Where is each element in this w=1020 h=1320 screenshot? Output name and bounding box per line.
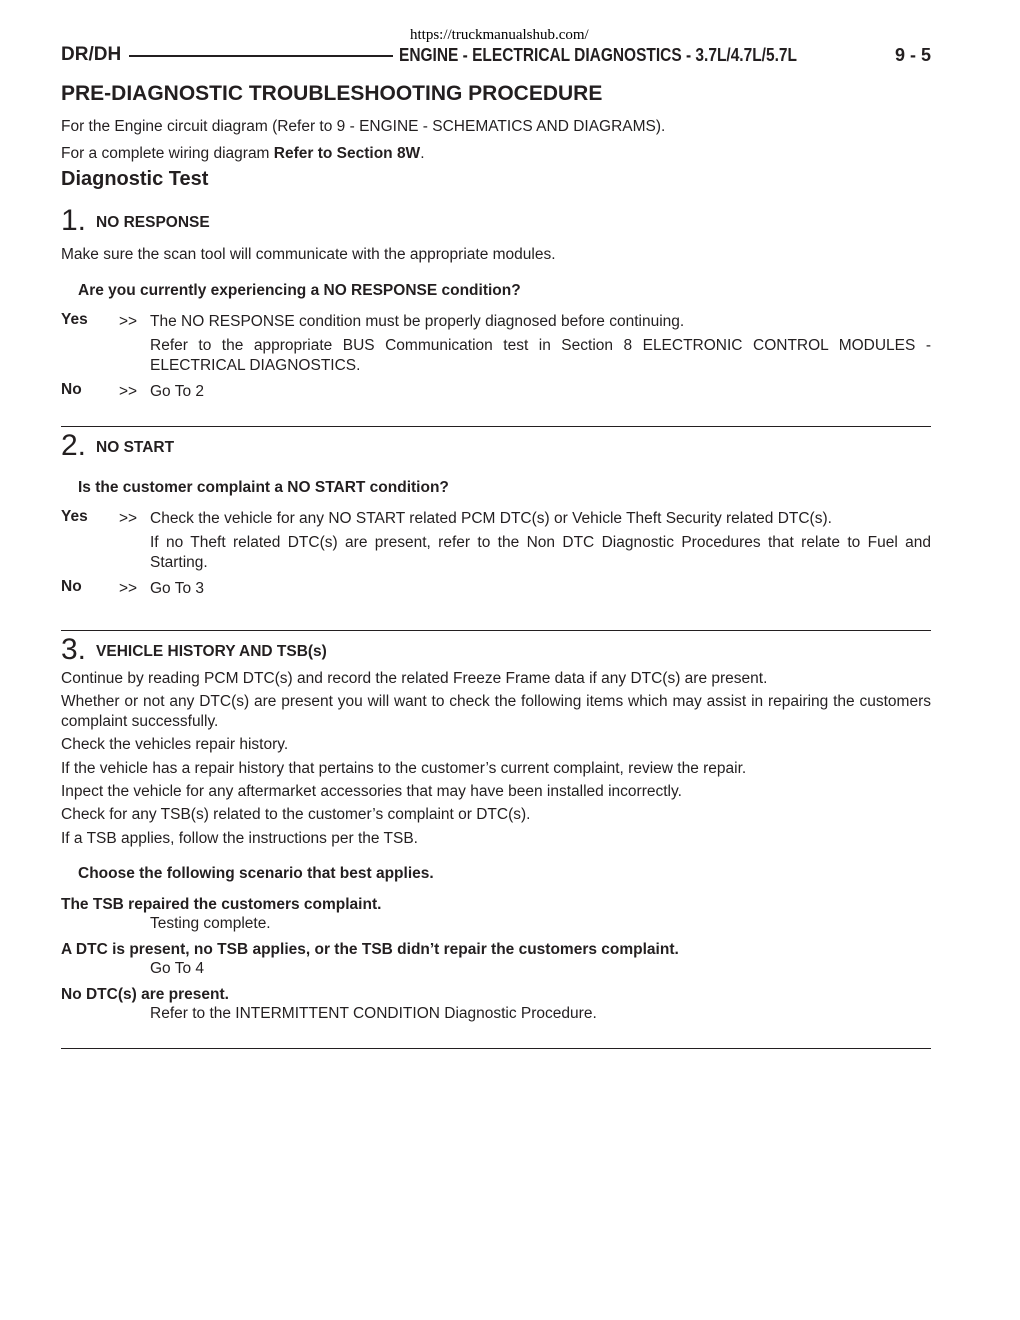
page-header bbox=[61, 42, 931, 68]
step-label: NO RESPONSE bbox=[96, 214, 210, 231]
step-number: 3. bbox=[61, 633, 87, 666]
scenario-action: Refer to the INTERMITTENT CONDITION Diagnostic Procedure. bbox=[150, 1005, 597, 1022]
arrow: >> bbox=[119, 383, 138, 400]
intro-line-2 bbox=[61, 144, 425, 164]
scenario-label: The TSB repaired the customers complaint. bbox=[61, 896, 382, 913]
page-title: PRE-DIAGNOSTIC TROUBLESHOOTING PROCEDURE bbox=[61, 82, 603, 105]
scenario-action: Go To 4 bbox=[150, 960, 205, 977]
divider bbox=[61, 426, 931, 427]
no-text: Go To 2 bbox=[150, 383, 205, 400]
header-rule bbox=[129, 55, 393, 57]
divider bbox=[61, 1048, 931, 1049]
wiring-reference: Refer to Section 8W bbox=[273, 145, 421, 162]
step-2-heading bbox=[61, 429, 174, 463]
step-2-question: Is the customer complaint a NO START condition? bbox=[78, 479, 449, 496]
no-text: Go To 3 bbox=[150, 580, 205, 597]
step-1-question: Are you currently experiencing a NO RESPONSE condition? bbox=[78, 282, 521, 299]
page-number: 9 - 5 bbox=[894, 44, 931, 65]
section-heading: Diagnostic Test bbox=[61, 168, 209, 190]
intro-line-1: For the Engine circuit diagram (Refer to 9 - ENGINE - SCHEMATICS AND DIAGRAMS). bbox=[61, 118, 666, 135]
arrow: >> bbox=[119, 313, 138, 330]
arrow: >> bbox=[119, 510, 138, 527]
yes-text-1: Check the vehicle for any NO START related PCM DTC(s) or Vehicle Theft Security related DTC(s). bbox=[150, 510, 832, 527]
step-1-text: Make sure the scan tool will communicate with the appropriate modules. bbox=[61, 246, 556, 263]
step-3-line: If the vehicle has a repair history that pertains to the customer’s current complaint, review the repair. bbox=[61, 760, 747, 777]
step-3-line: If a TSB applies, follow the instructions per the TSB. bbox=[61, 830, 418, 847]
step-3-line: Continue by reading PCM DTC(s) and record the related Freeze Frame data if any DTC(s) are present. bbox=[61, 670, 768, 687]
step-3-heading bbox=[61, 633, 327, 667]
scenario-label: No DTC(s) are present. bbox=[61, 986, 229, 1003]
yes-text-2: Refer to the appropriate BUS Communication test in Section 8 ELECTRONIC CONTROL MODULES - ELECTRICAL DIAGNOSTICS. bbox=[150, 337, 931, 374]
intro-line-2-prefix: For a complete wiring diagram bbox=[61, 145, 274, 162]
scenario-action: Testing complete. bbox=[150, 915, 271, 932]
no-label: No bbox=[61, 578, 82, 595]
step-3-question: Choose the following scenario that best applies. bbox=[78, 865, 434, 882]
step-number: 2. bbox=[61, 429, 87, 462]
no-label: No bbox=[61, 381, 82, 398]
yes-label: Yes bbox=[61, 508, 88, 525]
arrow: >> bbox=[119, 580, 138, 597]
divider bbox=[61, 630, 931, 631]
step-3-line: Check the vehicles repair history. bbox=[61, 736, 289, 753]
yes-label: Yes bbox=[61, 311, 88, 328]
yes-text-2: If no Theft related DTC(s) are present, refer to the Non DTC Diagnostic Procedures that relate to Fuel and Starting. bbox=[150, 534, 931, 571]
source-url: https://truckmanualshub.com/ bbox=[410, 27, 589, 43]
step-1-heading bbox=[61, 204, 210, 238]
intro-line-2-suffix: . bbox=[420, 145, 425, 162]
step-3-line: Whether or not any DTC(s) are present you will want to check the following items which may assist in repairing the customers complaint successfully. bbox=[61, 693, 931, 730]
chapter-title: ENGINE - ELECTRICAL DIAGNOSTICS - 3.7L/4.7L/5.7L bbox=[399, 44, 798, 65]
step-3-line: Inpect the vehicle for any aftermarket accessories that may have been installed incorrectly. bbox=[61, 783, 682, 800]
yes-text-1: The NO RESPONSE condition must be properly diagnosed before continuing. bbox=[150, 313, 685, 330]
model-code: DR/DH bbox=[61, 44, 122, 65]
scenario-label: A DTC is present, no TSB applies, or the TSB didn’t repair the customers complaint. bbox=[61, 941, 679, 958]
step-number: 1. bbox=[61, 204, 87, 237]
step-label: NO START bbox=[96, 439, 175, 456]
step-label: VEHICLE HISTORY AND TSB(s) bbox=[96, 643, 327, 660]
step-3-line: Check for any TSB(s) related to the customer’s complaint or DTC(s). bbox=[61, 806, 531, 823]
